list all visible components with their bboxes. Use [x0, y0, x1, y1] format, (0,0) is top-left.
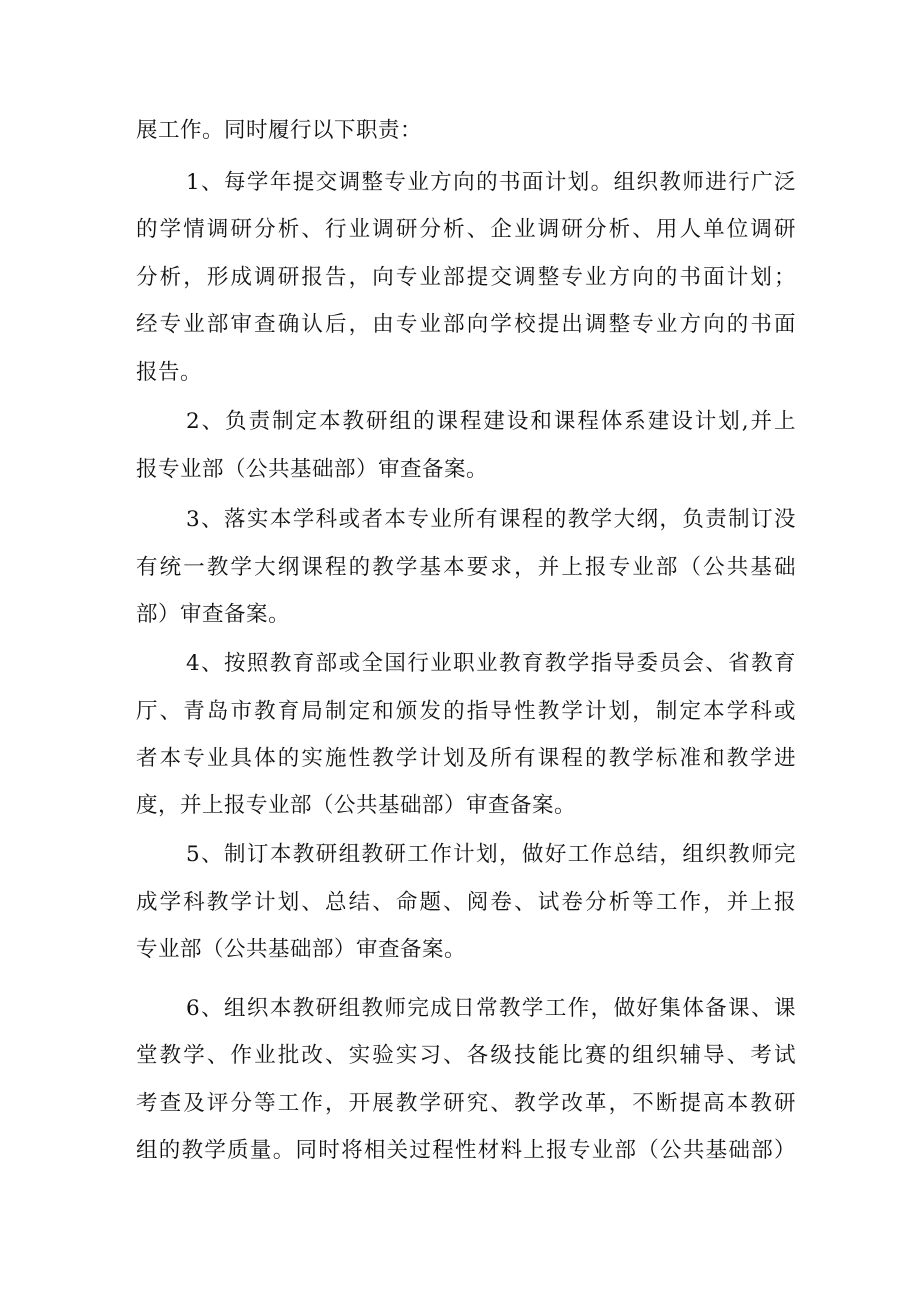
item-6-line-1: 6、组织本教研组教师完成日常教学工作，做好集体备课、课 [186, 996, 796, 1021]
item-6-line-3: 考查及评分等工作，开展教学研究、教学改革，不断提高本教研 [136, 1091, 796, 1116]
item-1-line-4: 经专业部审查确认后，由专业部向学校提出调整专业方向的书面 [136, 312, 796, 337]
item-4-line-1: 4、按照教育部或全国行业职业教育教学指导委员会、省教育 [186, 651, 796, 676]
item-5-line-3: 专业部（公共基础部）审查备案。 [136, 937, 467, 962]
item-2-line-2: 报专业部（公共基础部）审查备案。 [136, 457, 489, 482]
item-6-line-4: 组的教学质量。同时将相关过程性材料上报专业部（公共基础部） [136, 1138, 796, 1163]
intro-line: 展工作。同时履行以下职责： [136, 118, 423, 143]
item-4-line-4: 度，并上报专业部（公共基础部）审查备案。 [136, 793, 577, 818]
item-5-line-2: 成学科教学计划、总结、命题、阅卷、试卷分析等工作，并上报 [136, 890, 796, 915]
item-4-line-3: 者本专业具体的实施性教学计划及所有课程的教学标准和教学进 [136, 746, 796, 771]
item-6-line-2: 堂教学、作业批改、实验实习、各级技能比赛的组织辅导、考试 [136, 1043, 796, 1068]
item-1-line-1: 1、每学年提交调整专业方向的书面计划。组织教师进行广泛 [186, 170, 796, 195]
item-3-line-1: 3、落实本学科或者本专业所有课程的教学大纲，负责制订没 [186, 507, 796, 532]
item-1-line-5: 报告。 [136, 360, 203, 385]
item-5-line-1: 5、制订本教研组教研工作计划，做好工作总结，组织教师完 [186, 842, 796, 867]
item-1-line-2: 的学情调研分析、行业调研分析、企业调研分析、用人单位调研 [136, 217, 796, 242]
item-1-line-3: 分析，形成调研报告，向专业部提交调整专业方向的书面计划； [136, 265, 796, 290]
item-2-line-1: 2、负责制定本教研组的课程建设和课程体系建设计划,并上 [186, 409, 796, 434]
item-3-line-3: 部）审查备案。 [136, 602, 291, 627]
item-3-line-2: 有统一教学大纲课程的教学基本要求，并上报专业部（公共基础 [136, 555, 796, 580]
item-4-line-2: 厅、青岛市教育局制定和颁发的指导性教学计划，制定本学科或 [136, 699, 796, 724]
